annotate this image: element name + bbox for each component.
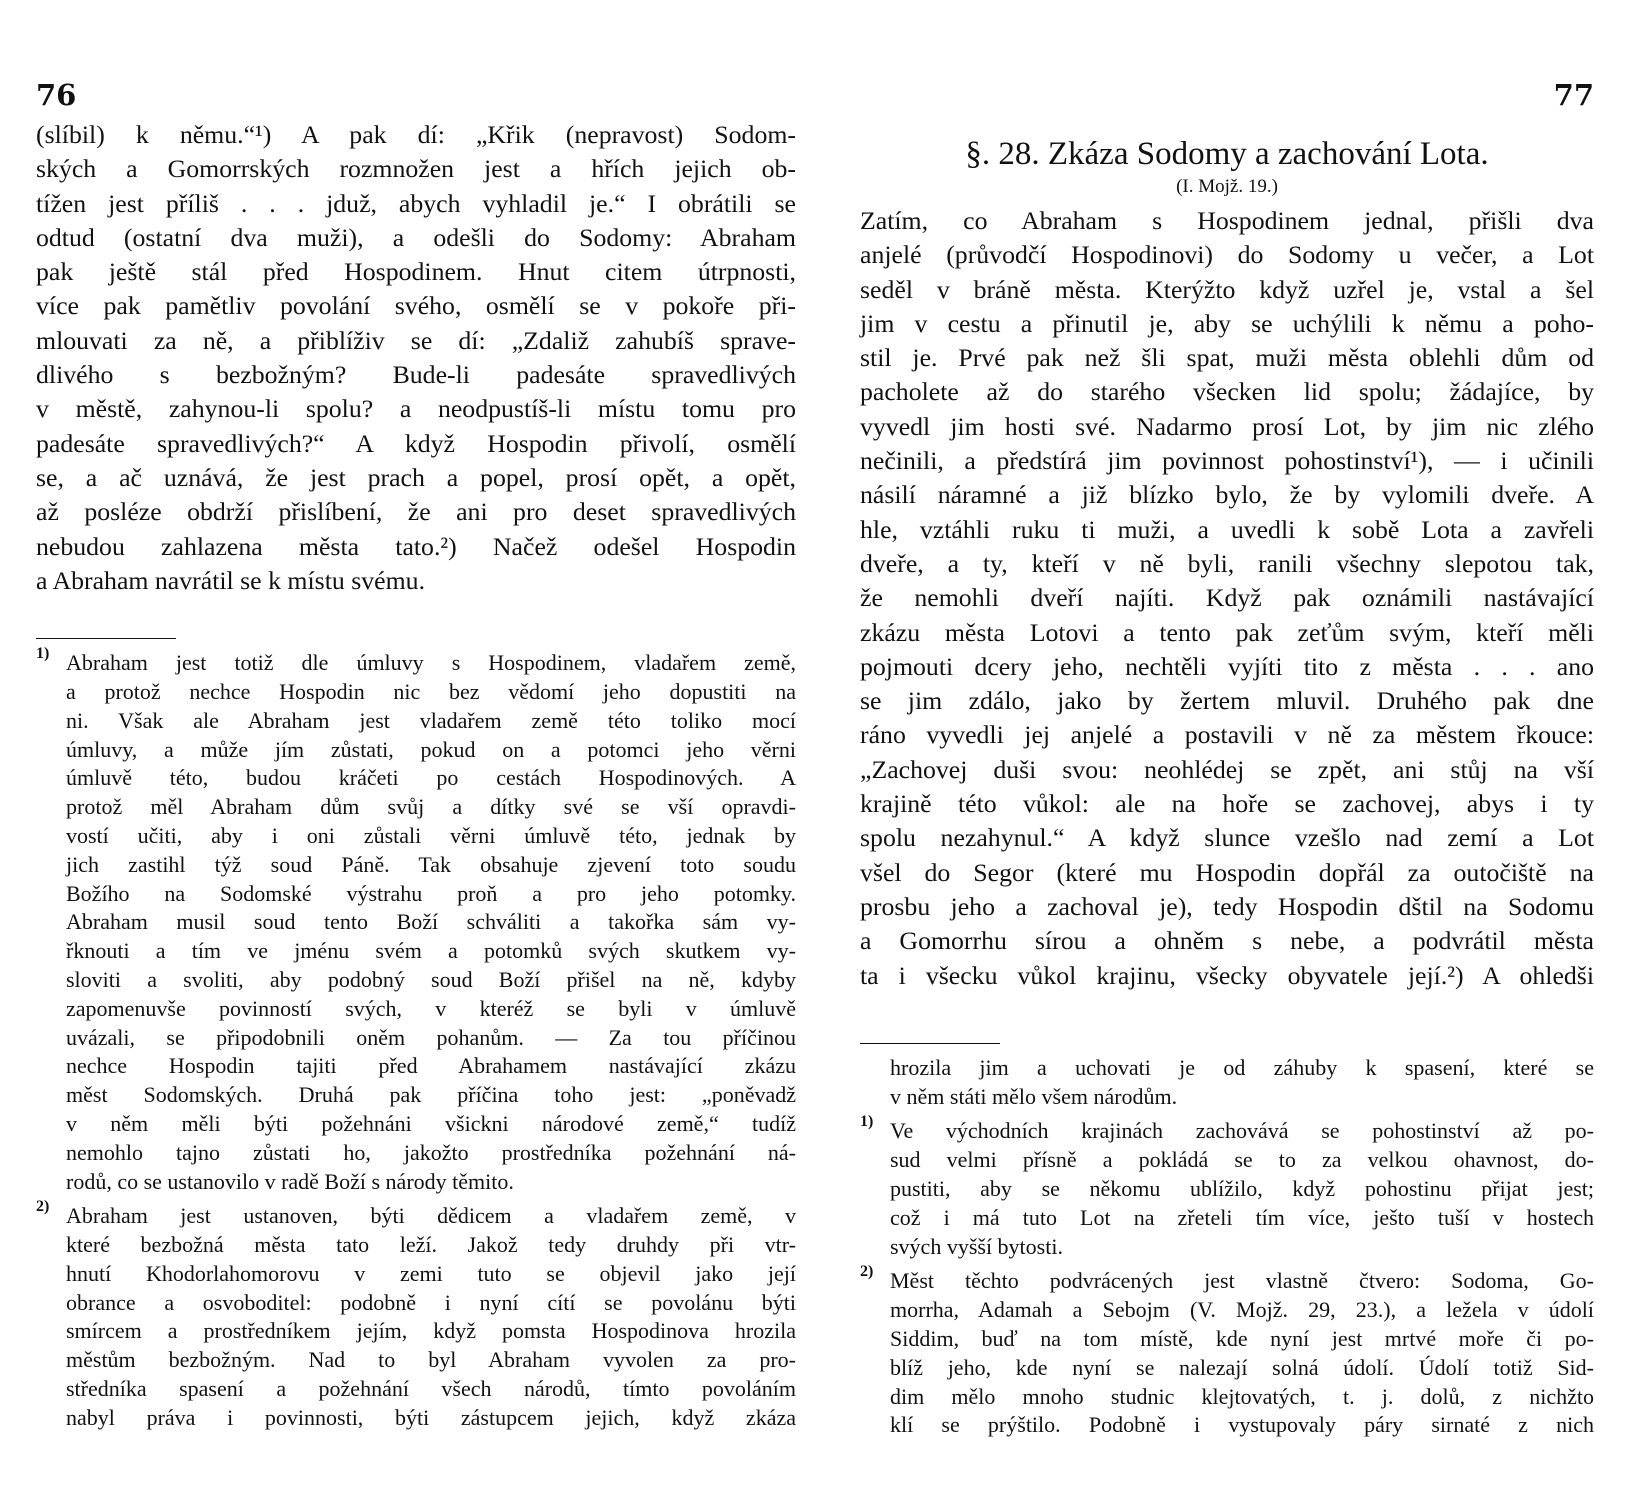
text-line: pustiti, aby se někomu ublížilo, když pohostinu přijat jest; (890, 1176, 1594, 1202)
footnote-1 (860, 1113, 1594, 1261)
right-page (860, 78, 1594, 1446)
text-line: Abraham jest totiž dle úmluvy s Hospodinem, vladařem země, (66, 650, 796, 676)
text-line: které bezbožná města tato leží. Jakož tedy druhdy při vtr- (66, 1232, 796, 1258)
text-line: až posléze obdrží přislíbení, že ani pro deset spravedlivých (36, 497, 796, 527)
section-title: §. 28. Zkáza Sodomy a zachování Lota. (965, 136, 1489, 172)
text-line: více pak pamětliv povolání svého, osmělí se v pokoře při- (36, 291, 796, 321)
footnote-2 (36, 1198, 796, 1432)
footnote-text (890, 1117, 1594, 1261)
body-text (860, 204, 1594, 993)
text-line: Božího na Sodomské výstrahu proň a pro jeho potomky. (66, 880, 796, 906)
text-line: stil je. Prvé pak než šli spat, muži města oblehli dům od (860, 343, 1594, 373)
text-line: pojmouti dcery jeho, nechtěli vyjíti tito z města . . . ano (860, 651, 1594, 681)
text-line: „Zachovej duši svou: neohlédej se zpět, ani stůj na vší (860, 754, 1594, 784)
text-line: dlivého s bezbožným? Bude-li padesáte spravedlivých (36, 360, 796, 390)
text-line: nečinili, a předstírá jim povinnost pohostinství¹), — i učinili (860, 446, 1594, 476)
footnote-text (66, 649, 796, 1196)
text-line: klí se prýštilo. Podobně i vystupovaly páry sirnaté z nich (890, 1412, 1594, 1438)
text-line: úmluvě této, budou kráčeti po cestách Hospodinových. A (66, 765, 796, 791)
text-line: násilí náramné a již blízko bylo, že by vylomili dveře. A (860, 480, 1594, 510)
text-line: tížen jest příliš . . . jduž, abych vyhladil je.“ I obrátili se (36, 188, 796, 218)
text-line: vyvedl jim hosti své. Nadarmo prosí Lot, by jim nic zlého (860, 411, 1594, 441)
footnote-marker: 2) (860, 1263, 874, 1281)
text-line: seděl v bráně města. Kterýžto když uzřel je, vstal a šel (860, 274, 1594, 304)
text-line: řknouti a tím ve jménu svém a potomků svých skutkem vy- (66, 938, 796, 964)
text-line: mlouvati za ně, a přiblíživ se dí: „Zdaliž zahubíš sprave- (36, 325, 796, 355)
page-number: 77 (1553, 78, 1594, 112)
text-line: nabyl práva i povinnosti, býti zástupcem jejich, když zkáza (66, 1404, 796, 1430)
text-line: krajině této vůkol: ale na hoře se zachovej, abys i ty (860, 789, 1594, 819)
text-line: hle, vztáhli ruku ti muži, a uvedli k sobě Lota a zavřeli (860, 514, 1594, 544)
section-reference: (I. Mojž. 19.) (1176, 176, 1278, 197)
text-line: měst Sodomských. Druhá pak příčina toho jest: „poněvadž (66, 1082, 796, 1108)
footnote-1 (36, 645, 796, 1196)
footnote-divider (860, 1043, 1000, 1044)
text-line: spolu nezahynul.“ A když slunce vzešlo nad zemí a Lot (860, 823, 1594, 853)
footnote-divider (36, 638, 176, 639)
text-line: uvázali, se připodobnili oněm pohanům. — Za tou příčinou (66, 1024, 796, 1050)
text-line: a protož nechce Hospodin nic bez vědomí jeho dopustiti na (66, 678, 796, 704)
text-line: nemohlo tajno zůstati ho, jakožto prostředníka požehnání ná- (66, 1139, 796, 1165)
text-line: anjelé (průvodčí Hospodinovi) do Sodomy u večer, a Lot (860, 240, 1594, 270)
text-line: svých vyšší bytosti. (890, 1233, 1063, 1259)
text-line: nechce Hospodin tajiti před Abrahamem nastávající zkázu (66, 1053, 796, 1079)
text-line: v něm státi mělo všem národům. (890, 1083, 1178, 1109)
text-line: v něm měli býti požehnáni všickni národové země,“ tudíž (66, 1110, 796, 1136)
text-line: zkázu města Lotovi a tento pak zeťům svým, kteří měli (860, 617, 1594, 647)
text-line: dim mělo mnoho studnic klejtovatých, t. j. dolů, z nichžto (890, 1383, 1594, 1409)
text-line: prosbu jeho a zachoval je), tedy Hospodin dštil na Sodomu (860, 891, 1594, 921)
text-line: a Gomorrhu sírou a ohněm s nebe, a podvrátil města (860, 926, 1594, 956)
text-line: zapomenuvše povinností svých, v kteréž se byli v úmluvě (66, 995, 796, 1021)
text-line: nebudou zahlazena města tato.²) Načež odešel Hospodin (36, 531, 796, 561)
footnote-marker: 1) (860, 1113, 874, 1131)
text-line: hnutí Khodorlahomorovu v zemi tuto se objevil jako její (66, 1260, 796, 1286)
footnote-continuation (860, 1054, 1594, 1112)
text-line: dveře, a ty, kteří v ně byli, ranili všechny slepotou tak, (860, 548, 1594, 578)
text-line: Siddim, buď na tom místě, kde nyní jest mrtvé moře či po- (890, 1326, 1594, 1351)
text-line: městům bezbožným. Nad to byl Abraham vyvolen za pro- (66, 1347, 796, 1373)
text-line: a Abraham navrátil se k místu svému. (36, 565, 426, 595)
text-line: středníka spasení a požehnání všech národů, tímto povoláním (66, 1376, 796, 1402)
text-line: pacholete až do starého všecken lid spolu; žádajíce, by (860, 377, 1594, 407)
text-line: v městě, zahynou-li spolu? a neodpustíš-li místu tomu pro (36, 394, 796, 424)
text-line: Měst těchto podvrácených jest vlastně čtvero: Sodoma, Go- (890, 1268, 1594, 1294)
text-line: Zatím, co Abraham s Hospodinem jednal, přišli dva (860, 206, 1594, 235)
text-line: se, a ač uznává, že jest prach a popel, prosí opět, a opět, (36, 462, 796, 492)
footnote-marker: 1) (36, 645, 50, 663)
text-line: obrance a osvoboditel: podobně i nyní cítí se povolánu býti (66, 1289, 796, 1315)
text-line: morrha, Adamah a Sebojm (V. Mojž. 29, 23.), a ležela v údolí (890, 1297, 1594, 1323)
text-line: všel do Segor (které mu Hospodin dopřál za outočiště na (860, 857, 1594, 887)
text-line: Abraham musil soud tento Boží schváliti a takořka sám vy- (66, 909, 796, 935)
body-text (36, 118, 796, 598)
text-line: padesáte spravedlivých?“ A když Hospodin přivolí, osmělí (36, 428, 796, 458)
text-line: sloviti a svoliti, aby podobný soud Boží přišel na ně, kdyby (66, 966, 796, 992)
text-line: jich zastihl týž soud Páně. Tak obsahuje zjevení toto soudu (66, 851, 796, 877)
text-line: úmluvy, a může jím zůstati, pokud on a potomci jeho věrni (66, 736, 796, 762)
text-line: ráno vyvedli jej anjelé a postavili v ně za městem řkouce: (860, 720, 1594, 750)
text-line: smírcem a prostředníkem jejím, když pomsta Hospodinova hrozila (66, 1318, 796, 1344)
text-line: že nemohli dveří najíti. Když pak oznámili nastávající (860, 583, 1594, 613)
text-line: odtud (ostatní dva muži), a odešli do Sodomy: Abraham (36, 222, 796, 252)
footnote-2 (860, 1263, 1594, 1440)
text-line: což i má tuto Lot na zřeteli tím více, ješto tuší v hostech (890, 1204, 1594, 1230)
text-line: ských a Gomorrských rozmnožen jest a hřích jejich ob- (36, 154, 796, 184)
footnote-text (890, 1054, 1594, 1112)
text-line: Abraham jest ustanoven, býti dědicem a vladařem země, v (66, 1203, 796, 1229)
text-line: blíž jeho, kde nyní se nalezají solná údolí. Údolí totiž Sid- (890, 1354, 1594, 1380)
text-line: rodů, co se ustanovilo v radě Boží s národy těmito. (66, 1168, 514, 1194)
text-line: hrozila jim a uchovati je od záhuby k spasení, které se (890, 1054, 1594, 1080)
text-line: Ve východních krajinách zachovává se pohostinství až po- (890, 1118, 1594, 1144)
page-number: 76 (36, 78, 77, 112)
text-line: (slíbil) k němu.“¹) A pak dí: „Křik (nepravost) Sodom- (36, 120, 796, 149)
text-line: ni. Však ale Abraham jest vladařem země této toliko mocí (66, 707, 796, 733)
footnote-text (66, 1202, 796, 1432)
footnote-marker: 2) (36, 1198, 50, 1216)
text-line: pak ještě stál před Hospodinem. Hnut citem útrpnosti, (36, 257, 796, 287)
text-line: ta i všecku vůkol krajinu, všecky obyvatele její.²) A ohledši (860, 960, 1594, 990)
text-line: se jim zdálo, jako by žertem mluvil. Druhého pak dne (860, 686, 1594, 716)
text-line: vostí učiti, aby i oni zůstali věrni úmluvě této, jednak by (66, 822, 796, 848)
text-line: protož měl Abraham dům svůj a dítky své se vší opravdi- (66, 794, 796, 820)
footnote-text (890, 1267, 1594, 1440)
left-page (36, 78, 796, 1439)
text-line: jim v cestu a přinutil je, aby se uchýlili k němu a poho- (860, 308, 1594, 338)
text-line: sud velmi přísně a pokládá se to za velkou ohavnost, do- (890, 1147, 1594, 1173)
